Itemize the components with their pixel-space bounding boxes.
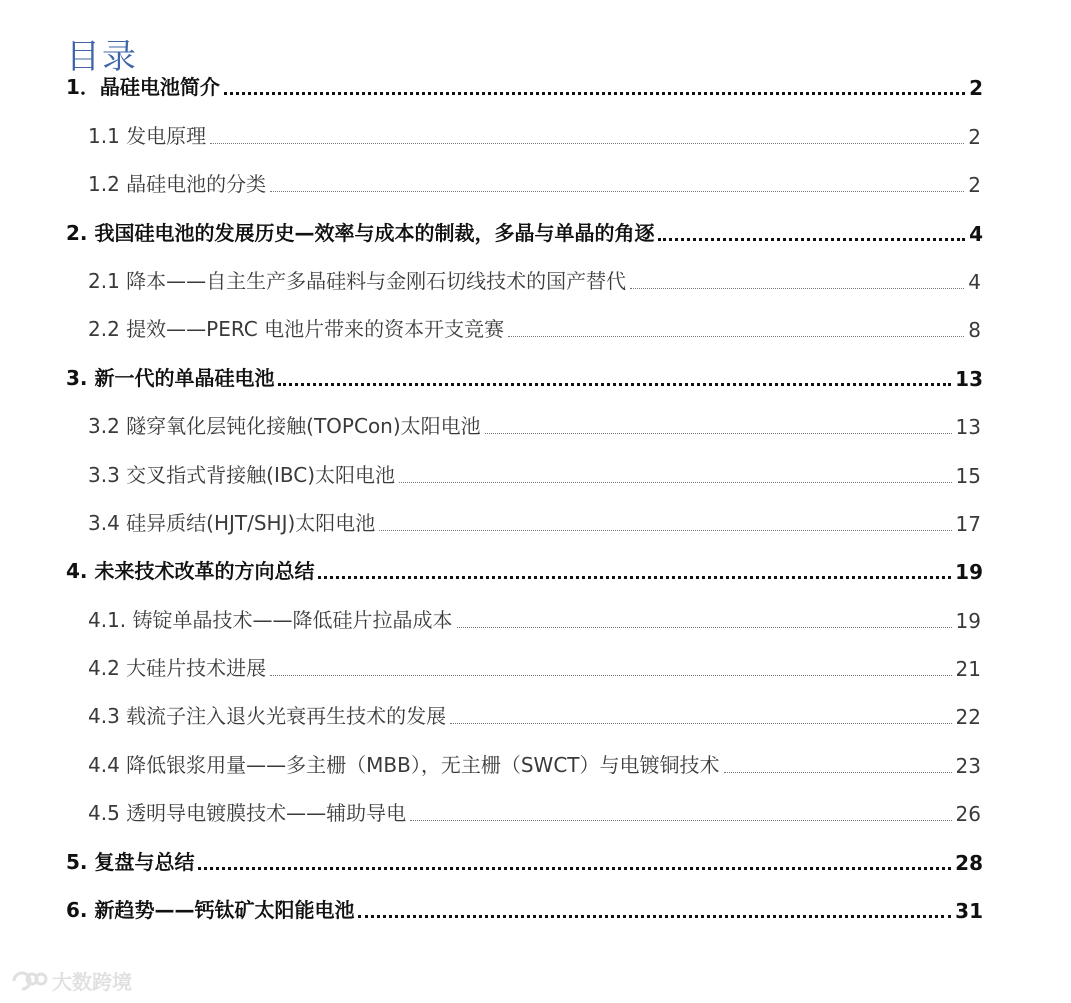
toc-entry-label: 4.2 大硅片技术进展 [88, 656, 267, 681]
toc-entry-page-number: 22 [955, 705, 981, 730]
toc-entry-label: 2.1 降本——自主生产多晶硅料与金刚石切线技术的国产替代 [88, 268, 627, 293]
toc-entry-page-number: 2 [968, 124, 981, 149]
dot-leader [630, 288, 964, 289]
toc-section-entry[interactable] [0, 590, 1071, 638]
toc-entry-label: 4.3 载流子注入退火光衰再生技术的发展 [88, 704, 447, 729]
toc-entry-label: 5. 复盘与总结 [66, 849, 195, 874]
dot-leader [410, 820, 951, 821]
toc-section-entry[interactable] [0, 639, 1071, 687]
dot-leader [457, 627, 952, 628]
toc-entry-label: 4.4 降低银浆用量——多主栅（MBB），无主栅（SWCT）与电镀铜技术 [88, 752, 720, 777]
dot-leader [224, 92, 965, 95]
toc-chapter-entry[interactable] [0, 348, 1071, 396]
toc-entry-page-number: 17 [955, 511, 981, 536]
watermark-text: 大数跨境 [52, 970, 132, 994]
toc-entry-page-number: 19 [955, 608, 981, 633]
toc-entry-page-number: 26 [955, 802, 981, 827]
toc-entry-page-number: 13 [955, 415, 981, 440]
toc-section-entry[interactable] [0, 784, 1071, 832]
toc-entry-page-number: 28 [955, 850, 983, 875]
toc-section-entry[interactable] [0, 735, 1071, 783]
page-title: 目录 [66, 36, 138, 77]
dot-leader [318, 576, 951, 579]
dot-leader [724, 772, 952, 773]
toc-section-entry[interactable] [0, 687, 1071, 735]
toc-section-entry[interactable] [0, 445, 1071, 493]
toc-chapter-entry[interactable] [0, 58, 1071, 106]
dot-leader [278, 383, 951, 386]
dot-leader [508, 336, 964, 337]
logo-icon [8, 967, 48, 995]
toc-section-entry[interactable] [0, 155, 1071, 203]
dot-leader [450, 723, 951, 724]
toc-entry-label: 3. 新一代的单晶硅电池 [66, 365, 275, 390]
dot-leader [379, 530, 951, 531]
toc-chapter-entry[interactable] [0, 881, 1071, 929]
toc-entry-label: 4. 未来技术改革的方向总结 [66, 559, 315, 584]
dot-leader [270, 191, 964, 192]
toc-entry-page-number: 21 [955, 657, 981, 682]
toc-section-entry[interactable] [0, 397, 1071, 445]
toc-entry-label: 2. 我国硅电池的发展历史—效率与成本的制裁，多晶与单晶的角逐 [66, 220, 655, 245]
dot-leader [399, 482, 952, 483]
toc-chapter-entry[interactable] [0, 832, 1071, 880]
toc-entry-label: 3.2 隧穿氧化层钝化接触(TOPCon)太阳电池 [88, 414, 481, 439]
toc-entry-label: 6. 新趋势——钙钛矿太阳能电池 [66, 898, 355, 923]
toc-entry-page-number: 13 [955, 366, 983, 391]
toc-entry-page-number: 23 [955, 753, 981, 778]
toc-entry-page-number: 4 [968, 269, 981, 294]
toc-entry-page-number: 15 [955, 463, 981, 488]
toc-section-entry[interactable] [0, 300, 1071, 348]
toc-entry-label: 1.1 发电原理 [88, 123, 207, 148]
toc-entry-page-number: 19 [955, 560, 983, 585]
toc-chapter-entry[interactable] [0, 203, 1071, 251]
toc-entry-page-number: 2 [968, 173, 981, 198]
toc-entry-page-number: 4 [969, 221, 983, 246]
dot-leader [485, 433, 952, 434]
toc-entry-page-number: 31 [955, 899, 983, 924]
toc-entry-page-number: 2 [969, 76, 983, 101]
toc-entry-label: 4.5 透明导电镀膜技术——辅助导电 [88, 801, 407, 826]
toc-section-entry[interactable] [0, 494, 1071, 542]
toc-entry-label: 1．晶硅电池简介 [66, 75, 220, 100]
toc-entry-label: 3.3 交叉指式背接触(IBC)太阳电池 [88, 462, 396, 487]
toc-chapter-entry[interactable] [0, 542, 1071, 590]
watermark [8, 966, 132, 995]
toc-entry-label: 1.2 晶硅电池的分类 [88, 172, 267, 197]
dot-leader [658, 238, 965, 241]
toc-entry-label: 3.4 硅异质结(HJT/SHJ)太阳电池 [88, 510, 376, 535]
toc-section-entry[interactable] [0, 252, 1071, 300]
dot-leader [270, 675, 951, 676]
toc-entry-label: 4.1. 铸锭单晶技术——降低硅片拉晶成本 [88, 607, 453, 632]
dot-leader [210, 143, 964, 144]
toc-entry-label: 2.2 提效——PERC 电池片带来的资本开支竞赛 [88, 317, 505, 342]
toc-entry-page-number: 8 [968, 318, 981, 343]
toc-list [0, 58, 1071, 929]
dot-leader [198, 867, 951, 870]
dot-leader [358, 915, 951, 918]
toc-section-entry[interactable] [0, 106, 1071, 154]
